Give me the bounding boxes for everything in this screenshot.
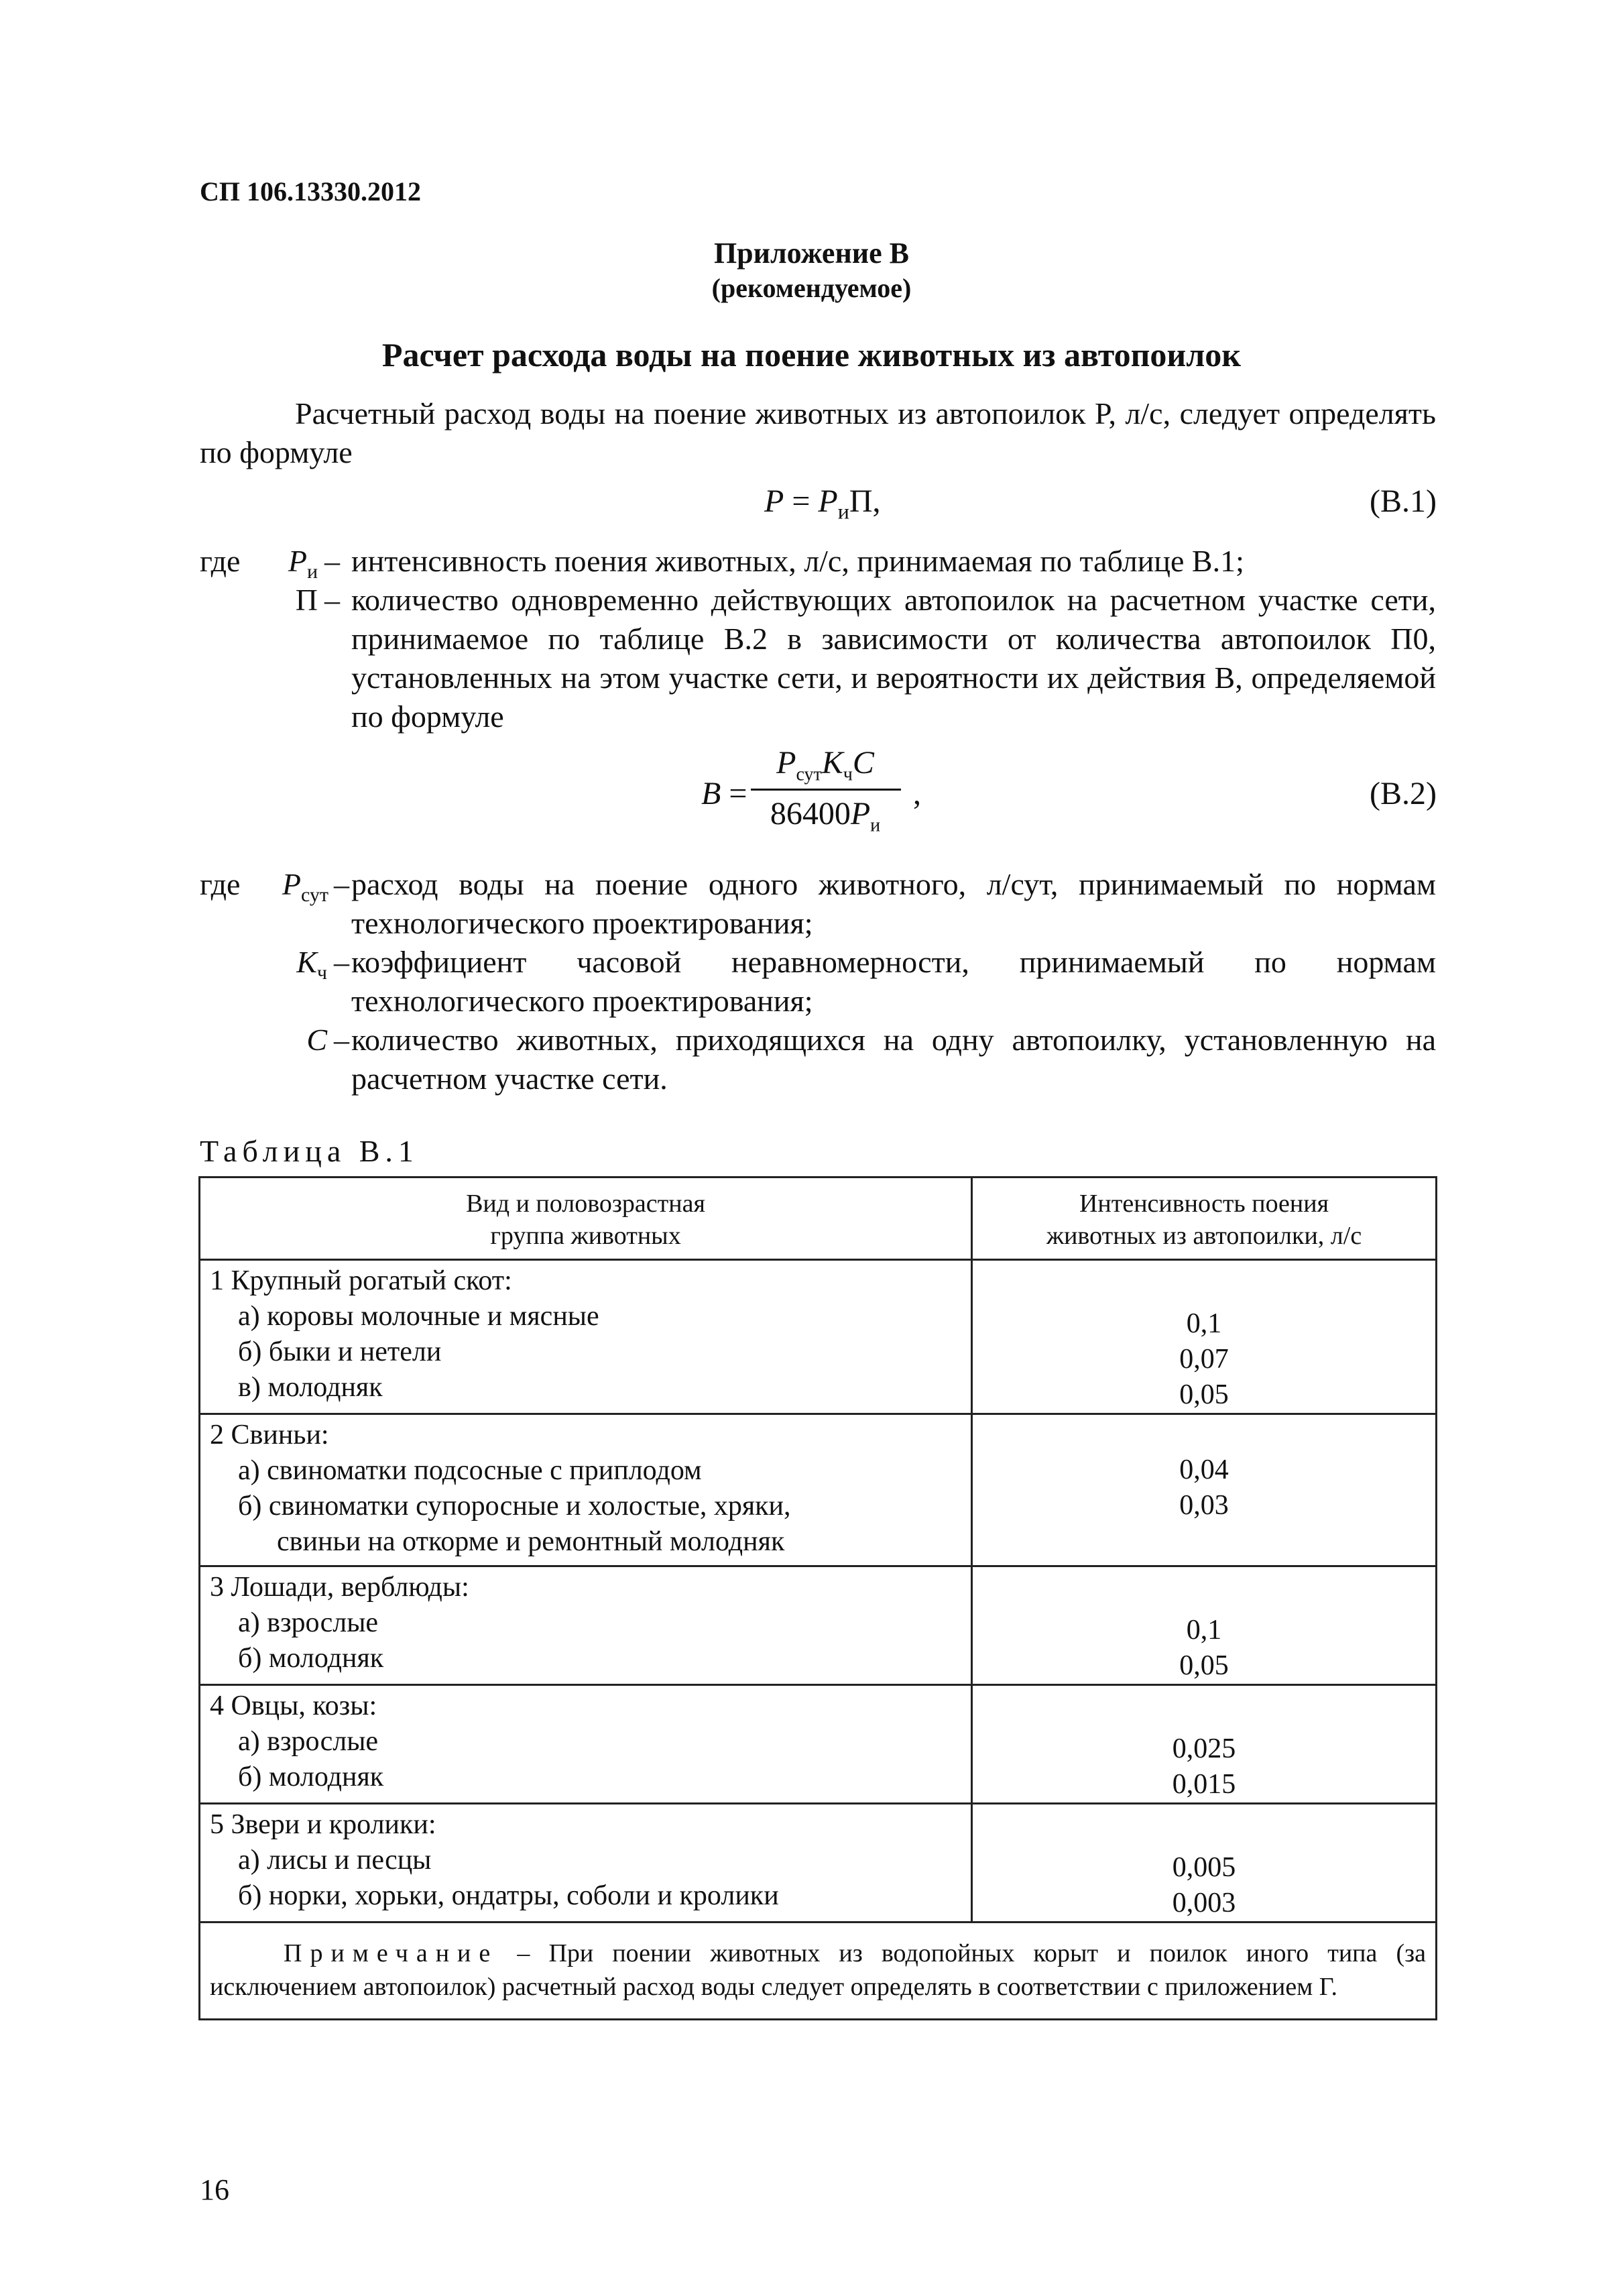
group-name: 1 Крупный рогатый скот: — [210, 1265, 512, 1296]
item-label: в) молодняк — [238, 1372, 383, 1403]
item-value: 0,05 — [1179, 1650, 1229, 1681]
definition-row — [200, 1021, 1436, 1098]
value-cell — [972, 1566, 1437, 1685]
item-label: б) молодняк — [238, 1643, 384, 1674]
group-cell — [200, 1804, 972, 1922]
note-label: Примечание — [284, 1939, 499, 1967]
symbol-c: C — [306, 1023, 327, 1057]
definition-dash: – — [324, 544, 340, 578]
equation-number-b1: (В.1) — [1370, 483, 1437, 519]
item-label: б) свиноматки супоросные и холостые, хряки, — [238, 1491, 791, 1522]
table-caption: Таблица В.1 — [200, 1134, 419, 1168]
definition-text: интенсивность поения животных, л/с, принимаемая по таблице В.1; — [351, 544, 1244, 578]
group-name: 5 Звери и кролики: — [210, 1809, 436, 1840]
table-row — [200, 1685, 1437, 1804]
item-value: 0,1 — [1186, 1308, 1222, 1339]
definition-row — [200, 581, 1436, 736]
value-cell — [972, 1260, 1437, 1414]
definition-text: количество одновременно действующих автопоилок на расчетном участке сети, принимаемое по таблице В.2 в зависимости от количества автопоилок П0, установленных на этом участке сети, и вероятности их действия B, определяемой по формуле — [351, 583, 1436, 734]
formula-b1-sub: и — [837, 499, 849, 524]
item-label: а) свиноматки подсосные с приплодом — [238, 1455, 702, 1486]
section-title: Расчет расхода воды на поение животных из автопоилок — [381, 336, 1242, 374]
formula-b2-lhs: B = — [701, 776, 747, 811]
group-cell — [200, 1566, 972, 1685]
item-value: 0,07 — [1179, 1344, 1229, 1375]
item-value: 0,005 — [1172, 1852, 1236, 1883]
formula-b1-tail: П, — [849, 483, 881, 519]
group-cell — [200, 1414, 972, 1566]
definition-row — [200, 943, 1436, 1021]
table-header-row — [200, 1178, 1437, 1260]
definition-text: расход воды на поение одного животного, л/сут, принимаемый по нормам технологического проектирования; — [351, 867, 1436, 940]
definition-text: коэффициент часовой неравномерности, принимаемый по нормам технологического проектирования; — [351, 945, 1436, 1018]
equation-number-b2: (В.2) — [1370, 776, 1437, 811]
formula-b1-lhs: P — [764, 483, 784, 519]
item-value: 0,03 — [1179, 1490, 1229, 1521]
item-label: а) взрослые — [238, 1726, 379, 1757]
item-value: 0,05 — [1179, 1379, 1229, 1410]
definition-row — [200, 865, 1436, 943]
table-row — [200, 1804, 1437, 1922]
document-code: СП 106.13330.2012 — [200, 176, 421, 207]
header-animal-group: Вид и половозрастная группа животных — [200, 1178, 972, 1260]
formula-b2-numerator: $P_{сут}K_чC$ — [776, 745, 874, 785]
item-value: 0,04 — [1179, 1454, 1229, 1485]
annex-title: Приложение В — [713, 237, 910, 270]
value-cell — [972, 1804, 1437, 1922]
item-value: 0,1 — [1186, 1615, 1222, 1646]
group-cell — [200, 1260, 972, 1414]
table-row — [200, 1260, 1437, 1414]
where-label: где — [200, 544, 241, 578]
symbol-p: П — [295, 583, 318, 617]
symbol-kch: $K_ч$ — [296, 945, 327, 984]
value-cell — [972, 1414, 1437, 1566]
item-label: б) быки и нетели — [238, 1336, 442, 1367]
value-cell — [972, 1685, 1437, 1804]
formula-b1-rhs: P — [818, 483, 838, 519]
group-name: 4 Овцы, козы: — [210, 1690, 377, 1721]
table-note — [200, 1922, 1437, 2020]
header-intensity: Интенсивность поения животных из автопоилки, л/с — [972, 1178, 1437, 1260]
definition-dash: – — [324, 583, 340, 617]
item-label: а) коровы молочные и мясные — [238, 1301, 599, 1332]
item-label-continued: свиньи на откорме и ремонтный молодняк — [277, 1526, 785, 1557]
definition-row — [200, 542, 1436, 581]
formula-b2-denominator: $86400P_и$ — [770, 796, 881, 836]
item-label: б) норки, хорьки, ондатры, соболи и кролики — [238, 1880, 779, 1911]
item-value: 0,015 — [1172, 1769, 1236, 1800]
formula-b1 — [764, 483, 881, 524]
where-label: где — [200, 867, 241, 901]
fraction-line — [751, 789, 901, 791]
definition-dash: – — [334, 945, 349, 979]
symbol-psut: $P_{сут}$ — [282, 867, 328, 907]
table-row — [200, 1566, 1437, 1685]
item-label: а) взрослые — [238, 1607, 379, 1638]
intro-paragraph: Расчетный расход воды на поение животных из автопоилок P, л/с, следует определять по формуле — [200, 396, 1436, 469]
item-value: 0,025 — [1172, 1733, 1236, 1764]
annex-subtitle: (рекомендуемое) — [711, 273, 912, 303]
note-text: – При поении животных из водопойных корыт и поилок иного типа (за исключением автопоилок) расчетный расход воды следует определять в соответствии с приложением Г. — [210, 1939, 1426, 2001]
item-value: 0,003 — [1172, 1888, 1236, 1918]
symbol-pi: $P_и$ — [288, 544, 318, 583]
table-note-row — [200, 1922, 1437, 2020]
item-label: а) лисы и песцы — [238, 1845, 432, 1876]
table-row — [200, 1414, 1437, 1566]
group-name: 2 Свиньи: — [210, 1420, 329, 1450]
definition-dash: – — [334, 1023, 349, 1057]
group-cell — [200, 1685, 972, 1804]
item-label: б) молодняк — [238, 1762, 384, 1792]
table-b1 — [198, 1176, 1437, 2020]
formula-b1-eq: = — [792, 483, 810, 519]
definition-text: количество животных, приходящихся на одну автопоилку, установленную на расчетном участке сети. — [351, 1023, 1436, 1096]
page-number: 16 — [200, 2173, 229, 2206]
formula-b2-comma: , — [913, 776, 921, 811]
definition-dash: – — [334, 867, 349, 901]
group-name: 3 Лошади, верблюды: — [210, 1572, 469, 1603]
